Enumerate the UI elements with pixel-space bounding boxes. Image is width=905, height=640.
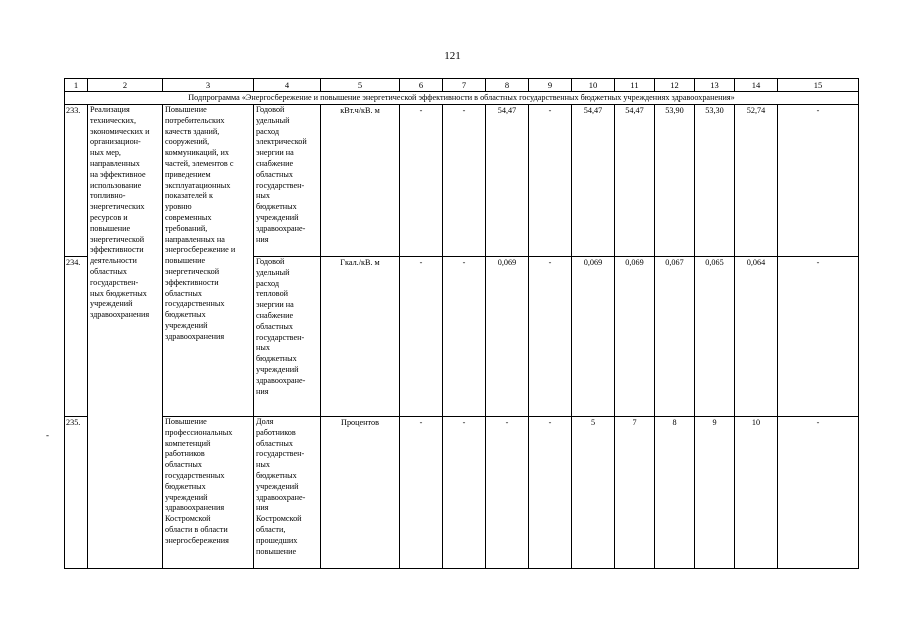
value-cell: - <box>443 417 486 569</box>
header-cell: 8 <box>486 79 529 92</box>
header-cell: 5 <box>321 79 400 92</box>
header-cell: 2 <box>88 79 163 92</box>
goal-cell: Повышение профессиональных компетенций работников областных государственных бюджетных учреждений здравоохранения Костромской области в области энергосбережения <box>163 417 254 569</box>
value-cell: 0,065 <box>695 257 735 417</box>
value-cell: - <box>778 417 859 569</box>
value-cell: 53,90 <box>655 105 695 257</box>
row-number: 234. <box>65 257 88 417</box>
value-cell: 0,069 <box>486 257 529 417</box>
value-cell: 8 <box>655 417 695 569</box>
value-cell: 54,47 <box>572 105 615 257</box>
value-cell: - <box>529 257 572 417</box>
header-cell: 14 <box>735 79 778 92</box>
indicator-cell: Годовой удельный расход электрической энергии на снабжение областных государствен- ных бюджетных учреждений здравоохране- ния <box>254 105 321 257</box>
value-cell: 9 <box>695 417 735 569</box>
value-cell: - <box>778 257 859 417</box>
value-cell: 54,47 <box>486 105 529 257</box>
row-number: 233. <box>65 105 88 257</box>
header-cell: 10 <box>572 79 615 92</box>
header-cell: 11 <box>615 79 655 92</box>
value-cell: 52,74 <box>735 105 778 257</box>
task-cell: Реализация технических, экономических и организацион- ных мер, направленных на эффективное использование топливно- энергетических ресурсов и повышение энергетической эффективности деятельности областных государствен- ных бюджетных учреждений здравоохранения <box>88 105 163 569</box>
value-cell: - <box>443 105 486 257</box>
table-row <box>65 417 859 569</box>
indicator-cell: Годовой удельный расход тепловой энергии на снабжение областных государствен- ных бюджетных учреждений здравоохране- ния <box>254 257 321 417</box>
value-cell: 0,069 <box>615 257 655 417</box>
value-cell: 0,064 <box>735 257 778 417</box>
value-cell: - <box>486 417 529 569</box>
value-cell: 0,067 <box>655 257 695 417</box>
value-cell: 7 <box>615 417 655 569</box>
header-cell: 15 <box>778 79 859 92</box>
indicator-cell: Доля работников областных государствен- ных бюджетных учреждений здравоохране- ния Костромской области, прошедших повышение <box>254 417 321 569</box>
subprogram-title: Подпрограмма «Энергосбережение и повышение энергетической эффективности в областных государственных бюджетных учреждениях здравоохранения» <box>65 92 859 105</box>
page-number: 121 <box>444 50 461 62</box>
header-cell: 13 <box>695 79 735 92</box>
header-cell: 9 <box>529 79 572 92</box>
header-cell: 4 <box>254 79 321 92</box>
unit-cell: кВт.ч/кВ. м <box>321 105 400 257</box>
goal-cell: Повышение потребительских качеств зданий, сооружений, коммуникаций, их частей, элементов с приведением эксплуатационных показателей к уровню современных требований, направленных на энергосбережение и повышение энергетической эффективности областных государственных бюджетных учреждений здравоохранения <box>163 105 254 417</box>
subprogram-row <box>65 92 859 105</box>
unit-cell: Гкал./кВ. м <box>321 257 400 417</box>
indicators-table <box>64 78 859 569</box>
value-cell: - <box>778 105 859 257</box>
value-cell: - <box>400 257 443 417</box>
value-cell: 53,30 <box>695 105 735 257</box>
unit-cell: Процентов <box>321 417 400 569</box>
row-number: 235. <box>65 417 88 569</box>
header-cell: 12 <box>655 79 695 92</box>
table-row <box>65 105 859 257</box>
margin-mark: - <box>46 430 49 440</box>
header-cell: 6 <box>400 79 443 92</box>
value-cell: - <box>529 105 572 257</box>
value-cell: 0,069 <box>572 257 615 417</box>
value-cell: 10 <box>735 417 778 569</box>
value-cell: - <box>443 257 486 417</box>
value-cell: - <box>400 105 443 257</box>
header-cell: 3 <box>163 79 254 92</box>
header-row <box>65 79 859 92</box>
header-cell: 7 <box>443 79 486 92</box>
header-cell: 1 <box>65 79 88 92</box>
value-cell: 54,47 <box>615 105 655 257</box>
value-cell: - <box>400 417 443 569</box>
value-cell: 5 <box>572 417 615 569</box>
value-cell: - <box>529 417 572 569</box>
